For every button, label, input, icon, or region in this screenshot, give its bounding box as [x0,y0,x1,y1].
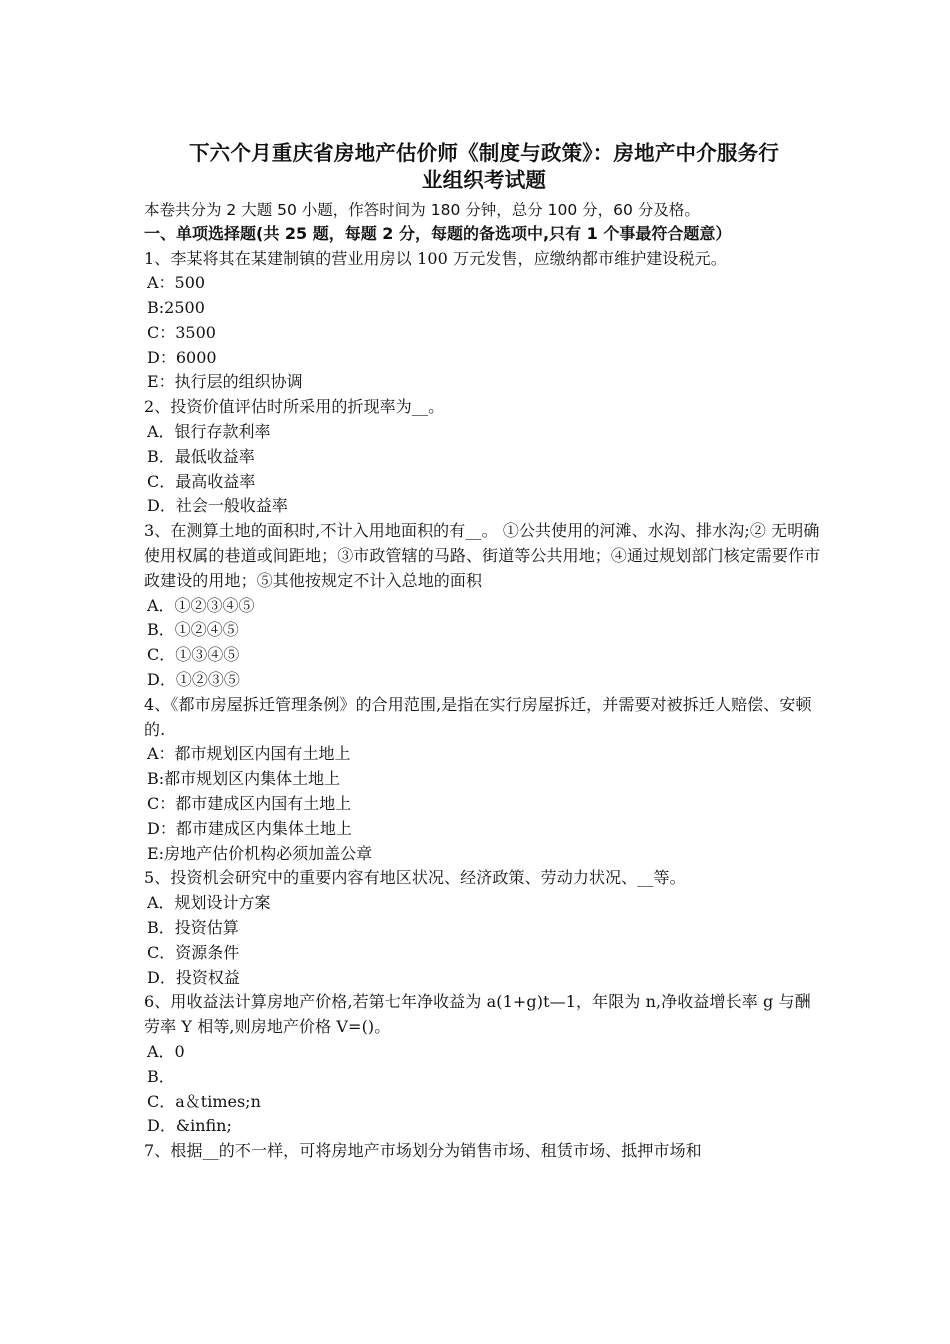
question-6 [144,990,824,1139]
option-a: A．规划设计方案 [147,893,271,913]
question-text: 6、用收益法计算房地产价格,若第七年净收益为 a(1+g)t—1，年限为 n,净收益增长率 g 与酬劳率 Y 相等,则房地产价格 V=()。 [144,992,811,1037]
option-c: C．①③④⑤ [147,645,240,665]
question-text: 4、《都市房屋拆迁管理条例》的合用范围,是指在实行房屋拆迁，并需要对被拆迁人赔偿、安顿的. [144,694,812,739]
question-text: 7、根据__的不一样，可将房地产市场划分为销售市场、租赁市场、抵押市场和 [144,1141,702,1161]
question-text: 3、在测算土地的面积时,不计入用地面积的有__。 ①公共使用的河滩、水沟、排水沟;② 无明确使用权属的巷道或间距地；③市政管辖的马路、街道等公共用地；④通过规划部门核定需要作市政建设的用地；⑤其他按规定不计入总地的面积 [144,521,821,590]
option-a: A：500 [147,273,206,293]
option-d: D．社会一般收益率 [147,496,288,516]
option-d: D．①②③⑤ [147,670,240,690]
title-line-1: 下六个月重庆省房地产估价师《制度与政策》：房地产中介服务行 [188,141,780,165]
option-b: B． [147,1066,175,1086]
document-page [144,140,824,1164]
option-d: D．&infin; [147,1116,232,1136]
option-d: D．投资权益 [147,967,240,987]
question-3 [144,519,824,693]
option-b: B:2500 [147,298,205,318]
question-text: 2、投资价值评估时所采用的折现率为__。 [144,397,445,417]
question-text: 1、李某将其在某建制镇的营业用房以 100 万元发售，应缴纳都市维护建设税元。 [144,248,727,268]
question-5 [144,866,824,990]
question-text: 5、投资机会研究中的重要内容有地区状况、经济政策、劳动力状况、__等。 [144,868,686,888]
option-e: E:房地产估价机构必须加盖公章 [147,843,373,863]
option-c: C：都市建成区内国有土地上 [147,794,352,814]
option-b: B:都市规划区内集体土地上 [147,769,341,789]
exam-info: 本卷共分为 2 大题 50 小题，作答时间为 180 分钟，总分 100 分，60 分及格。 [144,201,700,219]
document-title [144,140,824,194]
question-4 [144,693,824,867]
question-2 [144,395,824,519]
option-d: D：都市建成区内集体土地上 [147,818,352,838]
option-c: C：3500 [147,322,216,342]
option-e: E：执行层的组织协调 [147,372,303,392]
option-b: B．投资估算 [147,918,239,938]
option-c: C．a＆times;n [147,1091,261,1111]
title-line-2: 业组织考试题 [421,168,547,192]
question-1 [144,247,824,396]
option-a: A．0 [147,1042,185,1061]
question-7 [144,1139,824,1164]
option-c: C．资源条件 [147,942,240,962]
option-d: D：6000 [147,347,217,367]
option-b: B．最低收益率 [147,446,255,466]
option-a: A：都市规划区内国有土地上 [147,744,351,764]
option-b: B．①②④⑤ [147,620,239,640]
option-c: C．最高收益率 [147,471,256,491]
option-a: A．银行存款利率 [147,422,271,442]
section-heading: 一、单项选择题(共 25 题，每题 2 分，每题的备选项中,只有 1 个事最符合题意） [144,224,732,243]
option-a: A．①②③④⑤ [147,595,255,615]
